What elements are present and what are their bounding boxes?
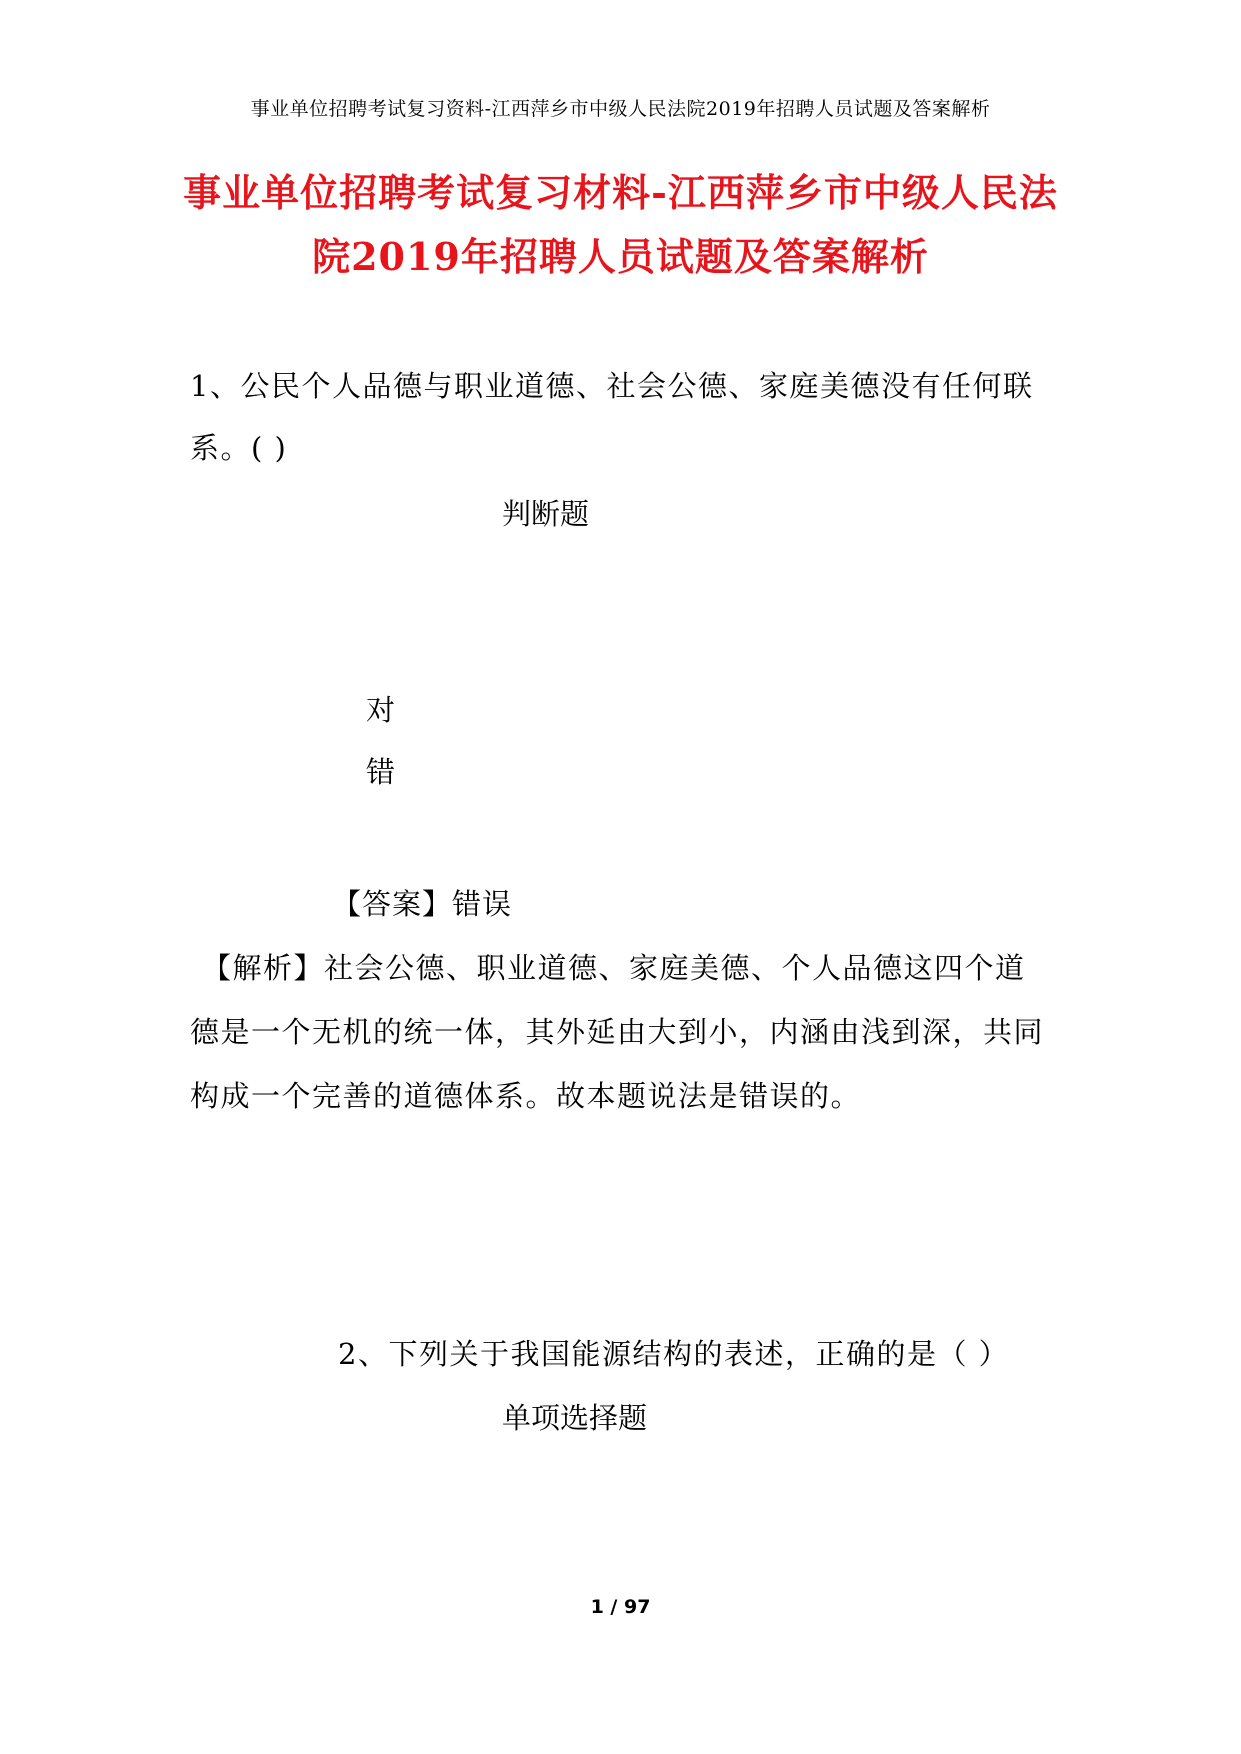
question-1-text-line-1: 1、公民个人品德与职业道德、社会公德、家庭美德没有任何联 [190, 369, 1034, 403]
document-title-line-2: 院2019年招聘人员试题及答案解析 [312, 234, 929, 279]
question-1-analysis-line-3: 构成一个完善的道德体系。故本题说法是错误的。 [190, 1079, 862, 1113]
question-1-answer: 【答案】错误 [332, 887, 513, 921]
question-2-type: 单项选择题 [502, 1401, 648, 1435]
question-1-type: 判断题 [502, 497, 590, 531]
question-1-analysis-line-1: 【解析】社会公德、职业道德、家庭美德、个人品德这四个道 [202, 951, 1026, 985]
question-1-option-true: 对 [366, 693, 396, 727]
question-1-analysis-line-2: 德是一个无机的统一体，其外延由大到小，内涵由浅到深，共同 [190, 1015, 1045, 1049]
running-header: 事业单位招聘考试复习资料-江西萍乡市中级人民法院2019年招聘人员试题及答案解析 [250, 98, 991, 120]
document-title-line-1: 事业单位招聘考试复习材料-江西萍乡市中级人民法 [183, 170, 1058, 215]
question-1-option-false: 错 [366, 755, 396, 789]
page-number: 1 / 97 [590, 1596, 651, 1618]
question-2-text: 2、下列关于我国能源结构的表述，正确的是（ ） [338, 1337, 1010, 1371]
question-1-text-line-2: 系。( ) [190, 431, 288, 465]
